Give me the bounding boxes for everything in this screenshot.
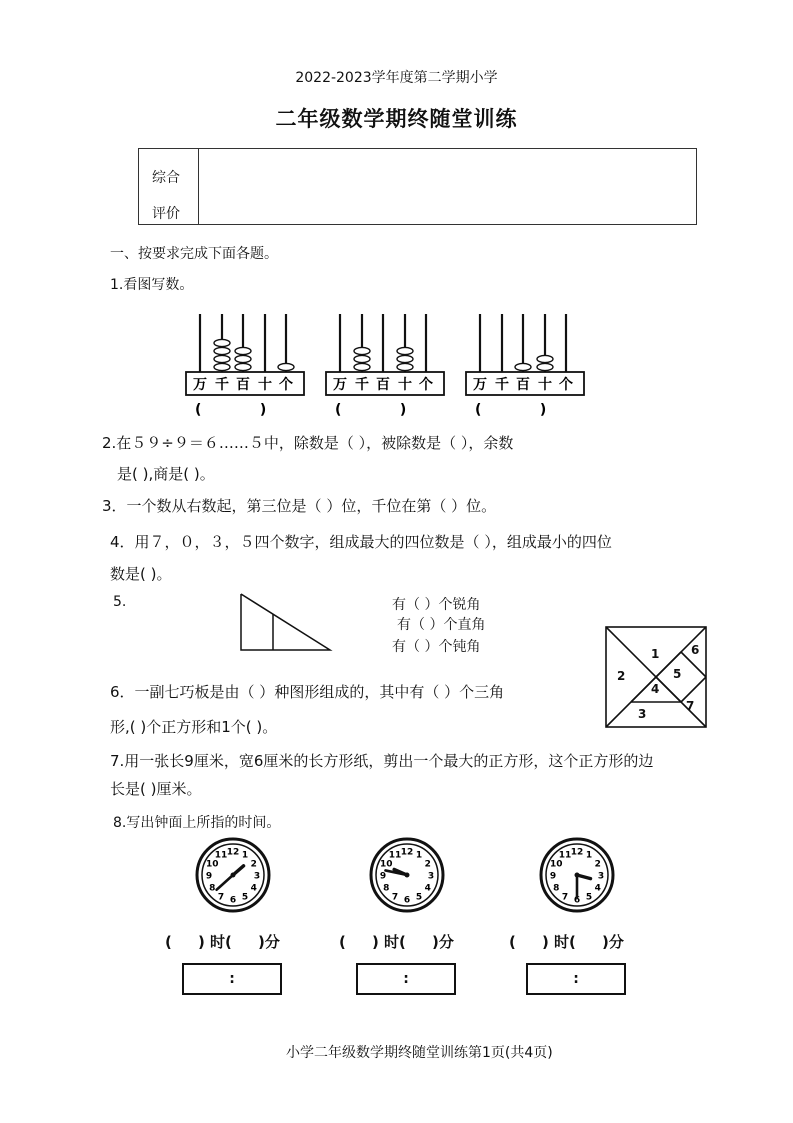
abacus-bead <box>235 363 251 370</box>
clock-number: 8 <box>553 883 560 894</box>
abacus-place-label: 十 <box>398 377 412 393</box>
page-footer: 小学二年级数学期终随堂训练第1页(共4页) <box>286 1045 553 1061</box>
clock-number: 10 <box>205 859 219 870</box>
clock-number: 3 <box>597 871 605 882</box>
clock-number: 8 <box>209 883 216 894</box>
abacus-place-label: 千 <box>495 377 509 393</box>
question-2-line1: 2.在５９÷９＝６……５中，除数是（ ），被除数是（ ），余数 <box>102 434 514 452</box>
abacus-place-label: 个 <box>559 377 573 393</box>
abacus-answer-blank[interactable]: ( ) <box>195 402 267 418</box>
clock-number: 6 <box>229 895 237 906</box>
abacus-place-label: 百 <box>376 377 390 393</box>
clock-face-3 <box>537 835 617 915</box>
abacus-bead <box>214 339 230 346</box>
clock-face-2 <box>367 835 447 915</box>
abacus-place-label: 千 <box>355 377 369 393</box>
question-6-line2: 形,( )个正方形和1个( )。 <box>110 718 278 736</box>
question-3-text: 3．一个数从右数起，第三位是（ ）位，千位在第（ ）位。 <box>102 497 497 515</box>
clock-number: 8 <box>383 883 390 894</box>
clock-number: 12 <box>400 847 414 858</box>
question-4-line1: 4．用７，０，３，５四个数字，组成最大的四位数是（ ），组成最小的四位 <box>110 533 612 551</box>
abacus-place-label: 个 <box>419 377 433 393</box>
clock-number: 2 <box>424 859 431 870</box>
abacus-3 <box>465 310 590 420</box>
clock-answer-line[interactable]: ( ) 时( )分 <box>165 933 280 951</box>
tangram-label-3: 3 <box>638 707 647 721</box>
clock-number: 5 <box>585 892 593 903</box>
clock-number: 4 <box>594 883 601 894</box>
evaluation-box <box>138 148 697 225</box>
evaluation-divider <box>198 149 199 224</box>
abacus-bead <box>354 355 370 362</box>
abacus-2 <box>325 310 450 420</box>
school-year-header: 2022-2023学年度第二学期小学 <box>295 70 498 86</box>
clock-number: 4 <box>250 883 257 894</box>
tangram-figure <box>605 626 707 728</box>
digital-time-box[interactable]: : <box>526 963 626 995</box>
clock-number: 7 <box>391 892 399 903</box>
clock-number: 6 <box>573 895 581 906</box>
clock-number: 5 <box>241 892 249 903</box>
right-angle-count: 有（ ）个直角 <box>397 617 486 633</box>
question-2-line2: 是( ),商是( )。 <box>117 465 215 483</box>
clock-number: 9 <box>379 871 387 882</box>
clock-number: 12 <box>570 847 584 858</box>
abacus-place-label: 万 <box>473 377 487 393</box>
digital-time-box[interactable]: : <box>356 963 456 995</box>
acute-angle-count: 有（ ）个锐角 <box>392 597 481 613</box>
evaluation-input-area[interactable] <box>200 149 696 224</box>
abacus-bead <box>214 355 230 362</box>
abacus-bead <box>214 347 230 354</box>
tangram-label-6: 6 <box>691 643 700 657</box>
clock-number: 11 <box>214 850 228 861</box>
abacus-bead <box>235 347 251 354</box>
abacus-bead <box>235 355 251 362</box>
tangram-label-4: 4 <box>651 682 660 696</box>
clock-number: 3 <box>427 871 435 882</box>
abacus-answer-blank[interactable]: ( ) <box>475 402 547 418</box>
question-7-line1: 7.用一张长9厘米，宽6厘米的长方形纸，剪出一个最大的正方形，这个正方形的边 <box>110 752 654 770</box>
question-7-line2: 长是( )厘米。 <box>110 780 202 798</box>
clock-number: 10 <box>549 859 563 870</box>
question-4-line2: 数是( )。 <box>110 565 172 583</box>
abacus-1 <box>185 310 310 420</box>
abacus-bead <box>397 347 413 354</box>
clock-center <box>575 873 580 878</box>
obtuse-angle-count: 有（ ）个钝角 <box>392 639 481 655</box>
clock-number: 11 <box>558 850 572 861</box>
clock-number: 7 <box>561 892 569 903</box>
clock-number: 1 <box>415 850 423 861</box>
abacus-place-label: 个 <box>279 377 293 393</box>
clock-number: 9 <box>205 871 213 882</box>
clock-number: 6 <box>403 895 411 906</box>
tangram-label-5: 5 <box>673 667 682 681</box>
abacus-bead <box>278 363 294 370</box>
clock-face-1 <box>193 835 273 915</box>
tangram-label-2: 2 <box>617 669 626 683</box>
abacus-place-label: 十 <box>538 377 552 393</box>
abacus-bead <box>354 363 370 370</box>
clock-answer-line[interactable]: ( ) 时( )分 <box>509 933 624 951</box>
section-heading: 一、按要求完成下面各题。 <box>110 246 278 262</box>
abacus-place-label: 万 <box>193 377 207 393</box>
clock-answer-line[interactable]: ( ) 时( )分 <box>339 933 454 951</box>
question-1-text: 1.看图写数。 <box>110 277 194 293</box>
clock-number: 3 <box>253 871 261 882</box>
clock-center <box>231 873 236 878</box>
question-8-text: 8.写出钟面上所指的时间。 <box>113 815 281 831</box>
clock-number: 1 <box>585 850 593 861</box>
abacus-place-label: 万 <box>333 377 347 393</box>
clock-center <box>405 873 410 878</box>
clock-number: 10 <box>379 859 393 870</box>
clock-number: 7 <box>217 892 225 903</box>
clock-number: 2 <box>594 859 601 870</box>
right-triangle-figure <box>240 594 332 652</box>
page-title: 二年级数学期终随堂训练 <box>275 107 518 131</box>
clock-number: 1 <box>241 850 249 861</box>
question-5-number: 5. <box>113 594 127 610</box>
abacus-bead <box>515 363 531 370</box>
abacus-bead <box>214 363 230 370</box>
abacus-place-label: 十 <box>258 377 272 393</box>
abacus-place-label: 百 <box>516 377 530 393</box>
tangram-label-1: 1 <box>651 647 660 661</box>
clock-number: 11 <box>388 850 402 861</box>
abacus-bead <box>354 347 370 354</box>
clock-number: 2 <box>250 859 257 870</box>
clock-number: 12 <box>226 847 240 858</box>
clock-number: 5 <box>415 892 423 903</box>
digital-time-box[interactable]: : <box>182 963 282 995</box>
abacus-answer-blank[interactable]: ( ) <box>335 402 407 418</box>
abacus-bead <box>537 363 553 370</box>
abacus-bead <box>537 355 553 362</box>
evaluation-label-line2: 评价 <box>152 206 180 222</box>
tangram-label-7: 7 <box>686 699 695 713</box>
abacus-bead <box>397 355 413 362</box>
abacus-place-label: 千 <box>215 377 229 393</box>
question-6-line1: 6．一副七巧板是由（ ）种图形组成的，其中有（ ）个三角 <box>110 683 505 701</box>
evaluation-label-line1: 综合 <box>152 170 180 186</box>
clock-number: 4 <box>424 883 431 894</box>
abacus-place-label: 百 <box>236 377 250 393</box>
abacus-bead <box>397 363 413 370</box>
clock-number: 9 <box>549 871 557 882</box>
